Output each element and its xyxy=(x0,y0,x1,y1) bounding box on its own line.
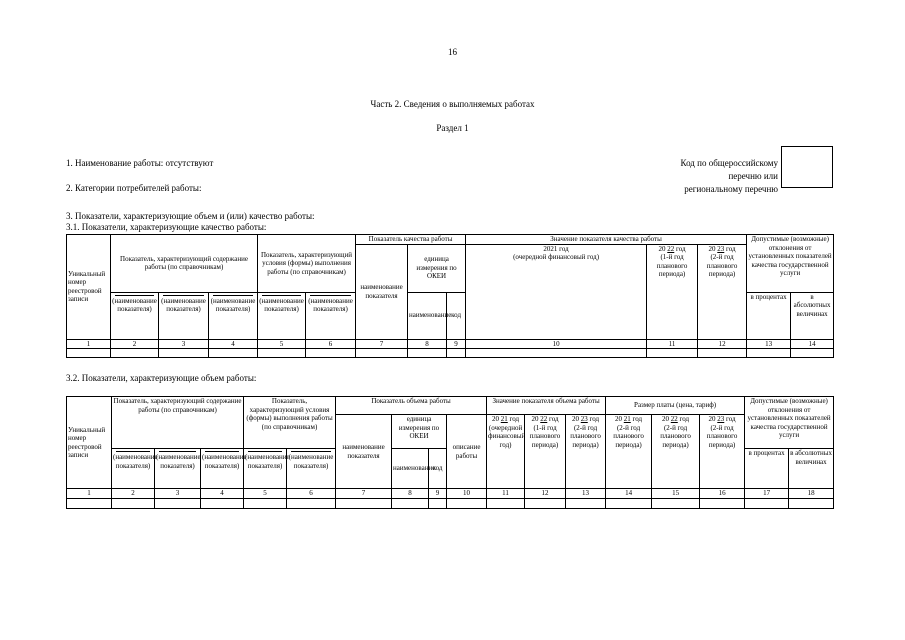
indicator-name-cell: (наименование показателя) xyxy=(244,449,287,489)
value-year-0-header: 20 21 год (очередной финансовый год) xyxy=(487,415,525,489)
okved-code-box[interactable] xyxy=(781,146,833,188)
price-year-0-number[interactable]: 21 xyxy=(623,415,631,423)
value-year-1-header: 20 22 год (1-й год планового периода) xyxy=(525,415,566,489)
conditions-indicator-header: Показатель, характеризующий условия (формы) выполнения работы (по справочникам) xyxy=(244,397,336,449)
indicator-name-cell: (наименование показателя) xyxy=(306,292,356,339)
indicator-name-cell: (наименование показателя) xyxy=(111,292,159,339)
content-indicator-header: Показатель, характеризующий содержание работы (по справочникам) xyxy=(111,235,258,293)
unit-header: единица измерения по ОКЕИ xyxy=(392,415,447,449)
value-year-1-number[interactable]: 22 xyxy=(540,415,548,423)
okved-label-line-3: региональному перечню xyxy=(684,184,778,194)
value-year-2-header: 20 23 год (2-й год планового периода) xyxy=(566,415,606,489)
price-header: Размер платы (цена, тариф) xyxy=(606,397,745,415)
indicator-name-cell: (наименование показателя) xyxy=(155,449,201,489)
deviation-percent-header: в процентах xyxy=(745,449,789,489)
deviation-header: Допустимые (возможные) отклонения от установленных показателей качества государственной услуги xyxy=(745,397,834,449)
value-year-2-number[interactable]: 23 xyxy=(580,415,588,423)
year-2-header: 20 23 год (2-й год планового периода) xyxy=(698,244,747,339)
unit-code-header: код xyxy=(429,449,447,489)
unit-code-header: код xyxy=(447,292,466,339)
price-year-1-header: 20 22 год (2-й год планового периода) xyxy=(652,415,700,489)
deviation-absolute-header: в абсолютных величинах xyxy=(789,449,834,489)
price-year-2-number[interactable]: 23 xyxy=(717,415,725,423)
content-indicator-header: Показатель, характеризующий содержание работы (по справочникам) xyxy=(112,397,244,449)
part-title: Часть 2. Сведения о выполняемых работах xyxy=(370,99,535,109)
okved-label-line-2: перечню или xyxy=(728,171,778,181)
year-1-number[interactable]: 22 xyxy=(667,244,675,253)
consumer-category-line: 2. Категории потребителей работы: xyxy=(66,183,202,193)
quality-table xyxy=(66,234,834,358)
deviation-header: Допустимые (возможные) отклонения от установленных показателей качества государственной услуги xyxy=(747,235,834,293)
indicator-name-cell: (наименование показателя) xyxy=(287,449,336,489)
quality-indicator-header: Показатель качества работы xyxy=(356,235,466,245)
table-row[interactable] xyxy=(67,498,834,508)
volume-heading: 3.2. Показатели, характеризующие объем работы: xyxy=(66,373,257,383)
okved-label-line-1: Код по общероссийскому xyxy=(680,158,778,168)
column-numbers-row: 1 2 3 4 5 6 7 8 9 10 11 12 13 14 15 16 17 18 xyxy=(67,489,834,499)
unit-name-header: наименование xyxy=(408,292,447,339)
volume-indicator-header: Показатель объема работы xyxy=(336,397,487,415)
indicator-name-cell: (наименование показателя) xyxy=(209,292,258,339)
conditions-indicator-header: Показатель, характеризующий условия (формы) выполнения работы (по справочникам) xyxy=(258,235,356,293)
page-number: 16 xyxy=(448,47,457,57)
deviation-absolute-header: в абсолютных величинах xyxy=(791,292,834,339)
work-description-header: описание работы xyxy=(447,415,487,489)
year-0-label: 2021 год xyxy=(543,244,569,253)
unit-name-header: наименование xyxy=(392,449,429,489)
column-numbers-row: 1 2 3 4 5 6 7 8 9 10 11 12 13 14 xyxy=(67,339,834,349)
work-name-line: 1. Наименование работы: отсутствуют xyxy=(66,158,214,168)
price-year-1-number[interactable]: 22 xyxy=(670,415,678,423)
indicator-name-cell: (наименование показателя) xyxy=(112,449,155,489)
table-row[interactable] xyxy=(67,349,834,358)
quality-value-header: Значение показателя качества работы xyxy=(466,235,747,245)
section-title: Раздел 1 xyxy=(436,123,469,133)
volume-value-header: Значение показателя объема работы xyxy=(487,397,606,415)
year-0-header xyxy=(466,244,647,339)
value-year-0-number[interactable]: 21 xyxy=(500,415,508,423)
indicator-name-cell: (наименование показателя) xyxy=(201,449,244,489)
unit-header: единица измерения по ОКЕИ xyxy=(408,244,466,292)
year-2-number[interactable]: 23 xyxy=(717,244,725,253)
quality-heading: 3.1. Показатели, характеризующие качество работы: xyxy=(66,222,267,232)
quality-name-header: наименование показателя xyxy=(356,244,408,339)
volume-name-header: наименование показателя xyxy=(336,415,392,489)
indicators-heading: 3. Показатели, характеризующие объем и (или) качество работы: xyxy=(66,211,315,221)
deviation-percent-header: в процентах xyxy=(747,292,791,339)
volume-table xyxy=(66,396,834,509)
okved-label xyxy=(638,157,778,196)
year-1-header: 20 22 год (1-й год планового периода) xyxy=(647,244,698,339)
price-year-2-header: 20 23 год (2-й год планового периода) xyxy=(700,415,745,489)
indicator-name-cell: (наименование показателя) xyxy=(258,292,306,339)
price-year-0-header: 20 21 год (2-й год планового периода) xyxy=(606,415,652,489)
unique-number-header: Уникальный номер реестровой записи xyxy=(67,397,112,489)
indicator-name-cell: (наименование показателя) xyxy=(159,292,209,339)
unique-number-header: Уникальный номер реестровой записи xyxy=(67,235,111,340)
year-0-desc: (очередной финансовый год) xyxy=(513,253,600,261)
